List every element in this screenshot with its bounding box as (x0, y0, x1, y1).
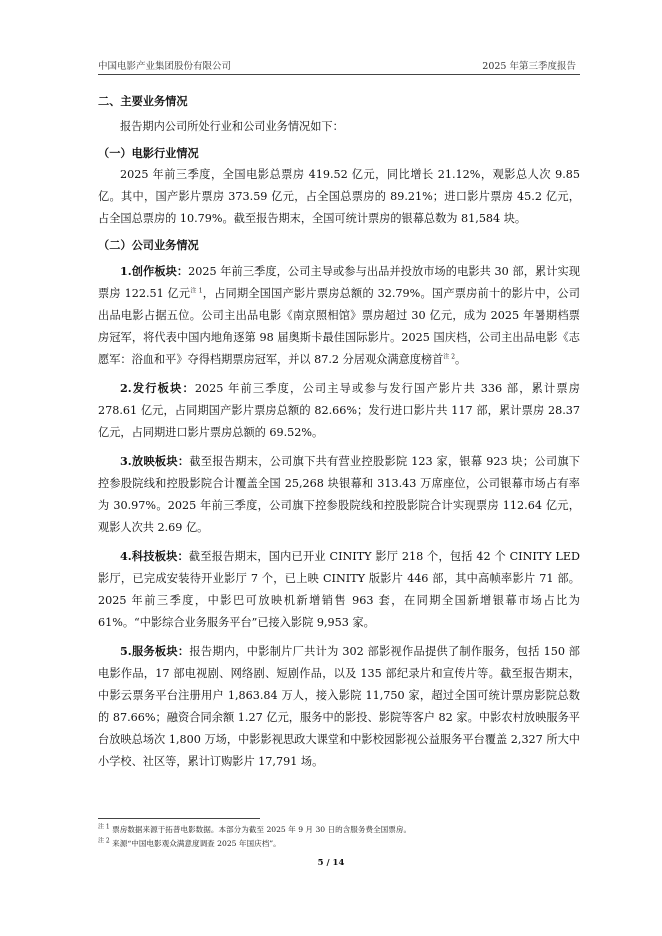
footnote-ref-2: 注 2 (443, 353, 456, 361)
business-heading: （二）公司业务情况 (98, 238, 199, 252)
header-company: 中国电影产业集团股份有限公司 (98, 61, 232, 72)
creation-paragraph (98, 260, 580, 371)
creation-text-b: ，占同期全国国产影片票房总额的 32.79%。国产票房前十的影片中，公司出品电影占据五位。公司主出品电影《南京照相馆》票房超过 30 亿元，成为 2025 年暑期档票房冠军，将代表中国内地角逐第 98 届奥斯卡最佳国际影片。2025 国庆档，公司主出品电影《志愿军：浴血和平》夺得档期票房冠军，并以 87.2 分居观众满意度榜首 (98, 287, 580, 366)
service-text: 报告期内，中影制片厂共计为 302 部影视作品提供了制作服务，包括 150 部电影作品，17 部电视剧、网络剧、短剧作品，以及 135 部纪录片和宣传片等。截至报告期末，中影云票务平台注册用户 1,863.84 万人，接入影院 11,750 家，超过全国可统计票房影院总数的 87.66%；融资合同余额 1.27 亿元，服务中的影投、影院等客户 82 家。中影农村放映服务平台放映总场次 1,800 万场，中影影视思政大课堂和中影校园影视公益服务平台覆盖 2,327 所大中小学校、社区等，累计订购影片 17,791 场。 (98, 645, 580, 768)
footnote-1-text: 票房数据来源于拓普电影数据。本部分为截至 2025 年 9 月 30 日的含服务费全国票房。 (112, 825, 412, 834)
exhibition-lead: 3.放映板块： (120, 454, 190, 468)
footnote-2 (98, 838, 281, 850)
footnote-2-text: 来源“中国电影观众满意度调查 2025 年国庆档”。 (112, 839, 281, 848)
service-lead: 5.服务板块： (120, 644, 190, 658)
footnote-1-mark: 注 1 (98, 823, 110, 831)
technology-text: 截至报告期末，国内已开业 CINITY 影厅 218 个，包括 42 个 CINITY LED 影厅，已完成安装待开业影厅 7 个，已上映 CINITY 版影片 446 部，其中高帧率影片 71 部。2025 年前三季度，中影巴可放映机新增销售 963 套，在同期全国新增银幕市场占比为 61%。“中影综合业务服务平台”已接入影院 9,953 家。 (98, 550, 580, 629)
exhibition-text: 截至报告期末，公司旗下共有营业控股影院 123 家，银幕 923 块；公司旗下控参股院线和控股影院合计覆盖全国 25,268 块银幕和 313.43 万席座位，公司银幕市场占有率为 30.97%。2025 年前三季度，公司旗下控参股院线和控股影院合计实现票房 112.64 亿元，观影人次共 2.69 亿。 (98, 455, 580, 534)
industry-heading: （一）电影行业情况 (98, 146, 199, 160)
footnote-1 (98, 824, 411, 836)
exhibition-paragraph (98, 450, 580, 539)
page-number: 5 / 14 (317, 858, 345, 868)
header-report-title: 2025 年第三季度报告 (482, 61, 576, 72)
main-content (98, 90, 580, 773)
technology-lead: 4.科技板块： (120, 549, 189, 563)
creation-text-a: 2025 年前三季度，公司主导或参与出品并投放市场的电影共 30 部，累计实现票房 122.51 亿元 (98, 265, 580, 300)
distribution-paragraph (98, 377, 580, 444)
creation-text-c: 。 (455, 353, 467, 366)
footnote-ref-1: 注 1 (190, 287, 203, 295)
technology-paragraph (98, 545, 580, 634)
creation-lead: 1.创作板块： (120, 264, 189, 278)
industry-paragraph: 2025 年前三季度，全国电影总票房 419.52 亿元，同比增长 21.12%，观影总人次 9.85 亿。其中，国产影片票房 373.59 亿元，占全国总票房的 89.21%；进口影片票房 45.2 亿元，占全国总票房的 10.79%。截至报告期末，全国可统计票房的银幕总数为 81,584 块。 (98, 168, 580, 225)
footnote-divider (98, 818, 260, 819)
footnote-2-mark: 注 2 (98, 837, 110, 845)
section-title: 二、主要业务情况 (98, 94, 188, 108)
service-paragraph (98, 640, 580, 773)
header-divider (98, 74, 580, 75)
section-intro: 报告期内公司所处行业和公司业务情况如下： (120, 120, 344, 133)
distribution-text: 2025 年前三季度，公司主导或参与发行国产影片共 336 部，累计票房 278.61 亿元，占同期国产影片票房总额的 82.66%；发行进口影片共 117 部，累计票房 28.37 亿元，占同期进口影片票房总额的 69.52%。 (98, 382, 580, 439)
distribution-lead: 2.发行板块： (120, 381, 195, 395)
